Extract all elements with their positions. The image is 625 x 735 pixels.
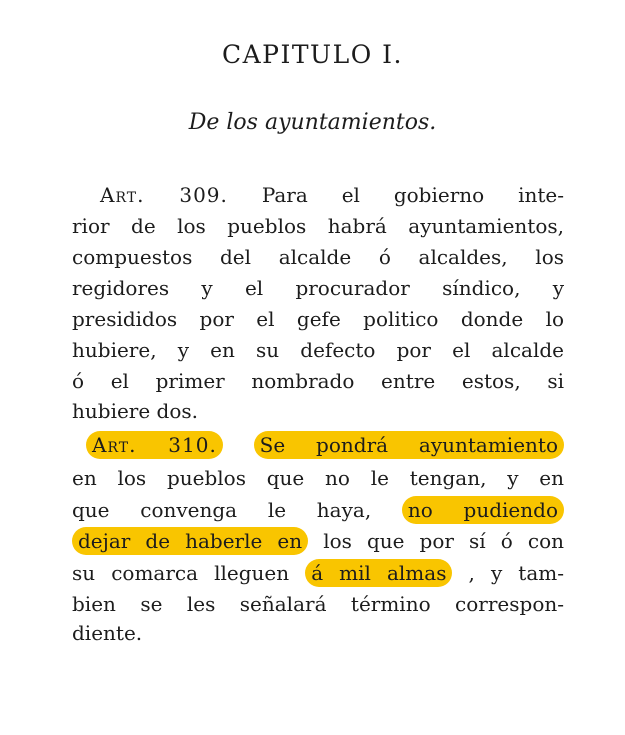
art310-highlight-4: á mil almas (305, 559, 452, 587)
art309-line-4: regidores y el procurador síndico, y (72, 276, 564, 300)
art309-label: Art. 309. (100, 183, 228, 207)
art310-line-6: bien se les señalará término correspon- (72, 592, 564, 616)
art309-line-7: ó el primer nombrado entre estos, si (72, 369, 564, 393)
art309-line-6: hubiere, y en su defecto por el alcalde (72, 338, 564, 362)
art309-line-5: presididos por el gefe politico donde lo (72, 307, 564, 331)
art309-line-3: compuestos del alcalde ó alcaldes, los (72, 245, 564, 269)
art310-line-5 (72, 558, 564, 588)
art310-text-5b: , y tam- (468, 561, 564, 585)
art310-line-3 (72, 495, 564, 525)
art310-highlight-3: dejar de haberle en (72, 527, 308, 555)
art310-line-1 (72, 430, 564, 460)
art310-highlight-2: no pudiendo (402, 496, 564, 524)
art310-text-3: que convenga le haya, (72, 498, 372, 522)
art310-line-2: en los pueblos que no le tengan, y en (72, 466, 564, 490)
art310-label-highlight: Art. 310. (86, 431, 223, 459)
chapter-title: CAPITULO I. (222, 40, 403, 69)
art310-line-4 (72, 526, 564, 556)
section-title: De los ayuntamientos. (188, 110, 437, 135)
art309-line-1 (72, 180, 564, 210)
art310-text-4: los que por sí ó con (323, 529, 564, 553)
art310-text-5a: su comarca lleguen (72, 561, 290, 585)
art310-highlight-1: Se pondrá ayuntamiento (254, 431, 564, 459)
art310-line-7: diente. (72, 621, 143, 645)
art309-line-2: rior de los pueblos habrá ayuntamientos, (72, 214, 564, 238)
art309-line-8: hubiere dos. (72, 399, 199, 423)
art309-text-1: Para el gobierno inte- (261, 183, 565, 207)
